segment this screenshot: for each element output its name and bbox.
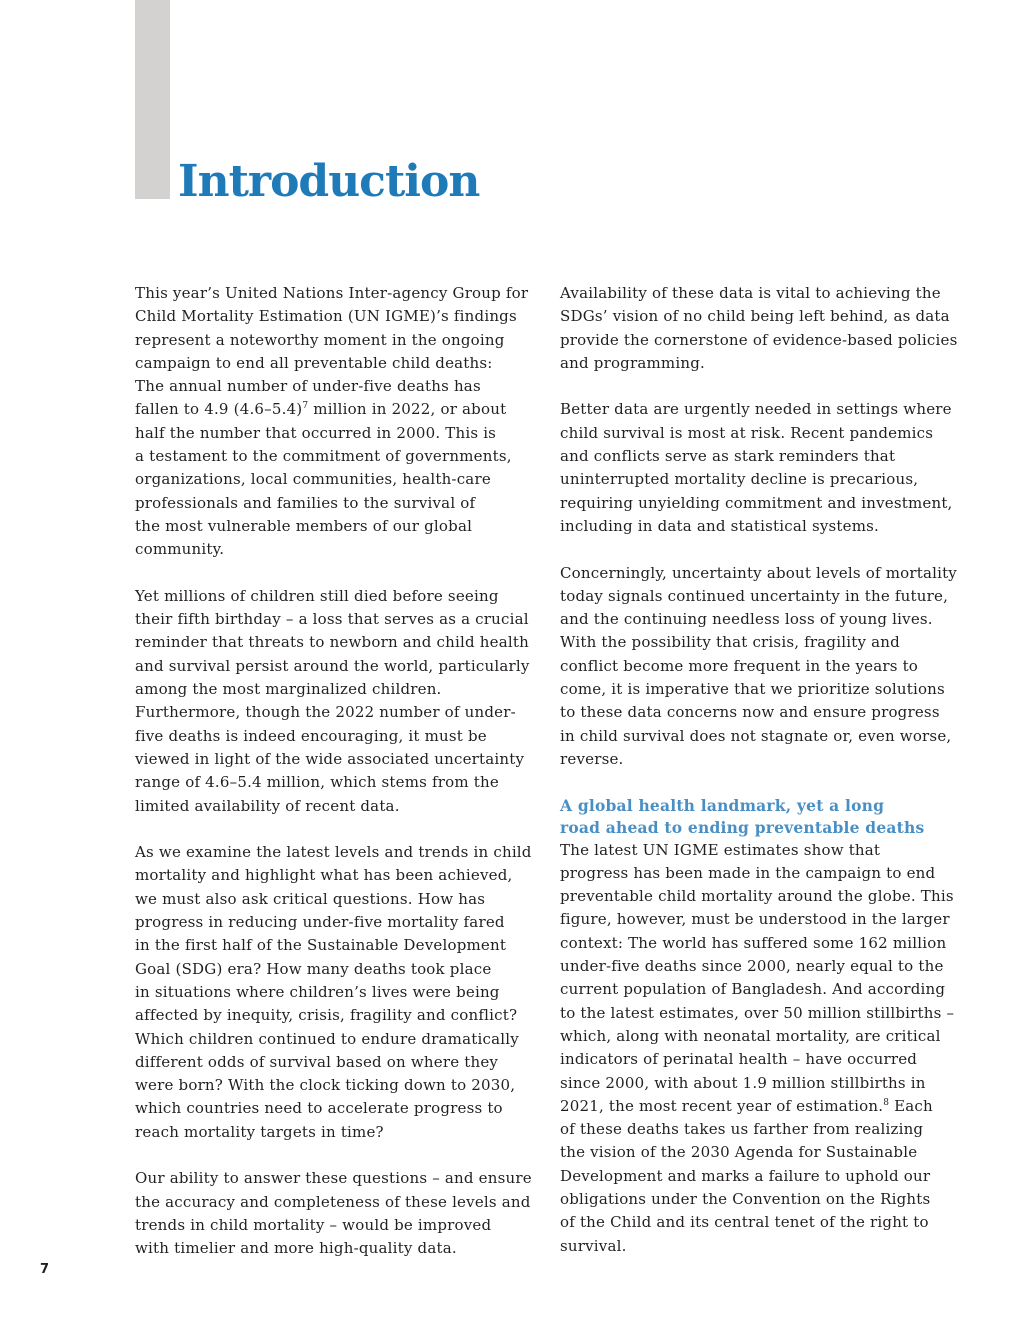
text-line: reach mortality targets in time? <box>135 1122 384 1141</box>
text-line: professionals and families to the survival of <box>135 493 476 512</box>
text-line: different odds of survival based on where they <box>135 1052 499 1071</box>
text-line: among the most marginalized children. <box>135 680 442 699</box>
text-line: a testament to the commitment of governments, <box>135 447 512 466</box>
text-line: and the continuing needless loss of young lives. <box>560 610 933 629</box>
text-line: which, along with neonatal mortality, are critical <box>560 1026 941 1045</box>
text-line: in situations where children’s lives were being <box>135 982 500 1001</box>
paragraph <box>135 1167 532 1260</box>
text-line: five deaths is indeed encouraging, it must be <box>135 726 487 745</box>
text-line: in the first half of the Sustainable Development <box>135 936 507 955</box>
text-line: affected by inequity, crisis, fragility and conflict? <box>135 1006 518 1025</box>
paragraph <box>135 841 532 1144</box>
text-line: the vision of the 2030 Agenda for Sustainable <box>560 1143 918 1162</box>
text-line: SDGs’ vision of no child being left behind, as data <box>560 307 950 326</box>
text-line: progress has been made in the campaign to end <box>560 863 936 882</box>
paragraph <box>135 585 530 818</box>
text-line <box>560 1095 956 1118</box>
text-line: come, it is imperative that we prioritize solutions <box>560 680 945 699</box>
text-line: today signals continued uncertainty in the future, <box>560 586 949 605</box>
text-line: half the number that occurred in 2000. This is <box>135 423 497 442</box>
text-line: campaign to end all preventable child deaths: <box>135 353 493 372</box>
subheading-line: road ahead to ending preventable deaths <box>560 817 925 837</box>
text-line: Child Mortality Estimation (UN IGME)’s findings <box>135 307 517 326</box>
footnote-ref: 8 <box>883 1097 890 1108</box>
text-fragment: 2021, the most recent year of estimation. <box>560 1096 884 1115</box>
text-line: conflict become more frequent in the years to <box>560 656 919 675</box>
subheading-line: A global health landmark, yet a long <box>560 795 885 815</box>
text-line: including in data and statistical systems. <box>560 516 880 535</box>
text-line: reminder that threats to newborn and child health <box>135 633 529 652</box>
text-line: Availability of these data is vital to achieving the <box>560 284 941 302</box>
text-line: and programming. <box>560 353 705 372</box>
text-line: we must also ask critical questions. How has <box>135 889 486 908</box>
text-line: the most vulnerable members of our global <box>135 516 473 535</box>
text-line: Furthermore, though the 2022 number of under- <box>135 703 516 722</box>
text-line: their fifth birthday – a loss that serves as a crucial <box>135 610 529 629</box>
text-line: figure, however, must be understood in the larger <box>560 910 950 929</box>
paragraph <box>135 282 527 562</box>
text-line: context: The world has suffered some 162 million <box>560 933 947 952</box>
text-line: to the latest estimates, over 50 million stillbirths – <box>560 1003 955 1022</box>
text-line: mortality and highlight what has been achieved, <box>135 866 513 885</box>
text-line: with timelier and more high-quality data. <box>135 1239 457 1258</box>
paragraph <box>560 398 956 538</box>
text-line: With the possibility that crisis, fragility and <box>560 633 900 652</box>
text-line: progress in reducing under-five mortality fared <box>135 913 505 932</box>
section-accent-bar <box>135 0 170 199</box>
footnote-ref: 7 <box>302 401 309 412</box>
text-line: were born? With the clock ticking down to 2030, <box>135 1076 516 1095</box>
text-line: indicators of perinatal health – have occurred <box>560 1050 918 1069</box>
text-line: range of 4.6–5.4 million, which stems from the <box>135 773 499 792</box>
page-number: 7 <box>40 1262 50 1277</box>
text-line: provide the cornerstone of evidence-based policies <box>560 330 958 349</box>
text-line: obligations under the Convention on the Rights <box>560 1189 931 1208</box>
text-line: Our ability to answer these questions – and ensure <box>135 1169 532 1188</box>
text-line: and conflicts serve as stark reminders that <box>560 447 896 466</box>
text-line: current population of Bangladesh. And according <box>560 980 946 999</box>
right-column <box>560 282 956 1281</box>
text-line: reverse. <box>560 749 624 768</box>
paragraph <box>560 562 956 772</box>
text-line: the accuracy and completeness of these levels and <box>135 1192 531 1211</box>
text-line: Better data are urgently needed in settings where <box>560 400 952 419</box>
text-line: which countries need to accelerate progress to <box>135 1099 503 1118</box>
text-line: trends in child mortality – would be improved <box>135 1215 492 1234</box>
text-line: This year’s United Nations Inter-agency Group for <box>135 284 529 302</box>
text-line: The annual number of under-five deaths has <box>135 377 481 396</box>
text-line: Development and marks a failure to uphold our <box>560 1166 931 1185</box>
text-fragment: fallen to 4.9 (4.6–5.4) <box>135 400 303 419</box>
text-line: child survival is most at risk. Recent pandemics <box>560 423 934 442</box>
text-line: viewed in light of the wide associated uncertainty <box>135 749 525 768</box>
paragraph <box>560 282 956 375</box>
text-line: Yet millions of children still died before seeing <box>135 586 499 605</box>
section-subheading <box>560 795 956 839</box>
text-line: since 2000, with about 1.9 million stillbirths in <box>560 1073 926 1092</box>
text-line: survival. <box>560 1236 627 1255</box>
text-fragment: Each <box>889 1096 933 1115</box>
text-fragment: million in 2022, or about <box>308 400 507 419</box>
text-line: of these deaths takes us farther from realizing <box>560 1120 924 1139</box>
text-line: and survival persist around the world, particularly <box>135 656 530 675</box>
text-line: under-five deaths since 2000, nearly equal to the <box>560 957 944 976</box>
text-line: uninterrupted mortality decline is precarious, <box>560 470 919 489</box>
text-line: of the Child and its central tenet of the right to <box>560 1213 929 1232</box>
text-line: limited availability of recent data. <box>135 796 400 815</box>
text-line: organizations, local communities, health-care <box>135 470 491 489</box>
text-line <box>135 398 527 421</box>
text-line: to these data concerns now and ensure progress <box>560 703 940 722</box>
text-line: Concerningly, uncertainty about levels of mortality <box>560 563 957 582</box>
text-line: Goal (SDG) era? How many deaths took place <box>135 959 492 978</box>
text-line: community. <box>135 540 225 559</box>
left-column <box>135 282 532 1284</box>
text-line: The latest UN IGME estimates show that <box>560 840 881 859</box>
text-line: preventable child mortality around the globe. This <box>560 887 954 906</box>
page-title: Introduction <box>178 156 480 207</box>
paragraph <box>560 839 956 1258</box>
text-line: represent a noteworthy moment in the ongoing <box>135 330 505 349</box>
text-line: in child survival does not stagnate or, even worse, <box>560 726 952 745</box>
text-line: Which children continued to endure dramatically <box>135 1029 519 1048</box>
text-line: As we examine the latest levels and trends in child <box>135 843 532 862</box>
text-line: requiring unyielding commitment and investment, <box>560 493 953 512</box>
